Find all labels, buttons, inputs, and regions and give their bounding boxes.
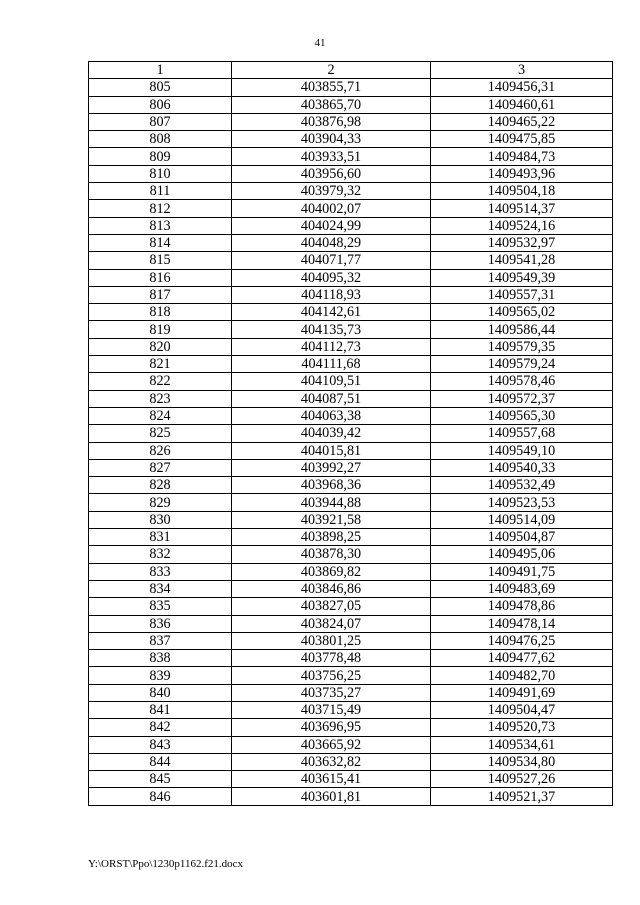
point-number-cell: 834 <box>89 580 232 597</box>
table-row <box>89 321 613 338</box>
table-row <box>89 667 613 684</box>
point-number-cell: 809 <box>89 148 232 165</box>
point-number-cell: 824 <box>89 407 232 424</box>
x-coordinate-cell: 403601,81 <box>232 788 431 805</box>
y-coordinate-cell: 1409482,70 <box>431 667 613 684</box>
y-coordinate-cell: 1409532,97 <box>431 234 613 251</box>
y-coordinate-cell: 1409477,62 <box>431 650 613 667</box>
x-coordinate-cell: 404039,42 <box>232 425 431 442</box>
point-number-cell: 840 <box>89 684 232 701</box>
x-coordinate-cell: 403665,92 <box>232 736 431 753</box>
y-coordinate-cell: 1409504,87 <box>431 529 613 546</box>
x-coordinate-cell: 404048,29 <box>232 234 431 251</box>
point-number-cell: 815 <box>89 252 232 269</box>
x-coordinate-cell: 403824,07 <box>232 615 431 632</box>
table-row <box>89 563 613 580</box>
x-coordinate-cell: 403933,51 <box>232 148 431 165</box>
table-row <box>89 632 613 649</box>
point-number-cell: 836 <box>89 615 232 632</box>
y-coordinate-cell: 1409586,44 <box>431 321 613 338</box>
x-coordinate-cell: 403865,70 <box>232 96 431 113</box>
x-coordinate-cell: 404002,07 <box>232 200 431 217</box>
point-number-cell: 832 <box>89 546 232 563</box>
table-row <box>89 356 613 373</box>
x-coordinate-cell: 403855,71 <box>232 79 431 96</box>
x-coordinate-cell: 403956,60 <box>232 165 431 182</box>
point-number-cell: 822 <box>89 373 232 390</box>
y-coordinate-cell: 1409491,75 <box>431 563 613 580</box>
y-coordinate-cell: 1409578,46 <box>431 373 613 390</box>
y-coordinate-cell: 1409476,25 <box>431 632 613 649</box>
y-coordinate-cell: 1409527,26 <box>431 771 613 788</box>
x-coordinate-cell: 404087,51 <box>232 390 431 407</box>
y-coordinate-cell: 1409495,06 <box>431 546 613 563</box>
table-row <box>89 598 613 615</box>
x-coordinate-cell: 404095,32 <box>232 269 431 286</box>
table-row <box>89 79 613 96</box>
point-number-cell: 843 <box>89 736 232 753</box>
point-number-cell: 826 <box>89 442 232 459</box>
point-number-cell: 842 <box>89 719 232 736</box>
point-number-cell: 821 <box>89 356 232 373</box>
y-coordinate-cell: 1409534,61 <box>431 736 613 753</box>
table-row <box>89 788 613 805</box>
x-coordinate-cell: 403801,25 <box>232 632 431 649</box>
y-coordinate-cell: 1409465,22 <box>431 113 613 130</box>
x-coordinate-cell: 403876,98 <box>232 113 431 130</box>
point-number-cell: 807 <box>89 113 232 130</box>
column-header-2: 2 <box>232 62 431 79</box>
x-coordinate-cell: 404118,93 <box>232 286 431 303</box>
point-number-cell: 817 <box>89 286 232 303</box>
table-row <box>89 580 613 597</box>
point-number-cell: 813 <box>89 217 232 234</box>
table-row <box>89 511 613 528</box>
y-coordinate-cell: 1409540,33 <box>431 459 613 476</box>
point-number-cell: 814 <box>89 234 232 251</box>
table-row <box>89 286 613 303</box>
x-coordinate-cell: 403904,33 <box>232 131 431 148</box>
point-number-cell: 833 <box>89 563 232 580</box>
y-coordinate-cell: 1409524,16 <box>431 217 613 234</box>
point-number-cell: 811 <box>89 183 232 200</box>
y-coordinate-cell: 1409456,31 <box>431 79 613 96</box>
y-coordinate-cell: 1409514,37 <box>431 200 613 217</box>
table-row <box>89 373 613 390</box>
y-coordinate-cell: 1409549,39 <box>431 269 613 286</box>
y-coordinate-cell: 1409565,02 <box>431 304 613 321</box>
x-coordinate-cell: 403715,49 <box>232 701 431 718</box>
y-coordinate-cell: 1409460,61 <box>431 96 613 113</box>
point-number-cell: 806 <box>89 96 232 113</box>
point-number-cell: 820 <box>89 338 232 355</box>
y-coordinate-cell: 1409493,96 <box>431 165 613 182</box>
point-number-cell: 829 <box>89 494 232 511</box>
point-number-cell: 838 <box>89 650 232 667</box>
point-number-cell: 823 <box>89 390 232 407</box>
y-coordinate-cell: 1409514,09 <box>431 511 613 528</box>
point-number-cell: 805 <box>89 79 232 96</box>
point-number-cell: 816 <box>89 269 232 286</box>
point-number-cell: 825 <box>89 425 232 442</box>
x-coordinate-cell: 403756,25 <box>232 667 431 684</box>
x-coordinate-cell: 403778,48 <box>232 650 431 667</box>
y-coordinate-cell: 1409557,68 <box>431 425 613 442</box>
x-coordinate-cell: 403968,36 <box>232 477 431 494</box>
x-coordinate-cell: 404142,61 <box>232 304 431 321</box>
x-coordinate-cell: 404109,51 <box>232 373 431 390</box>
table-row <box>89 701 613 718</box>
table-row <box>89 459 613 476</box>
y-coordinate-cell: 1409579,35 <box>431 338 613 355</box>
x-coordinate-cell: 403827,05 <box>232 598 431 615</box>
table-row <box>89 477 613 494</box>
y-coordinate-cell: 1409491,69 <box>431 684 613 701</box>
x-coordinate-cell: 403735,27 <box>232 684 431 701</box>
x-coordinate-cell: 403898,25 <box>232 529 431 546</box>
point-number-cell: 844 <box>89 753 232 770</box>
point-number-cell: 819 <box>89 321 232 338</box>
table-row <box>89 217 613 234</box>
x-coordinate-cell: 403632,82 <box>232 753 431 770</box>
table-row <box>89 96 613 113</box>
x-coordinate-cell: 403615,41 <box>232 771 431 788</box>
x-coordinate-cell: 403878,30 <box>232 546 431 563</box>
x-coordinate-cell: 404063,38 <box>232 407 431 424</box>
y-coordinate-cell: 1409504,47 <box>431 701 613 718</box>
y-coordinate-cell: 1409532,49 <box>431 477 613 494</box>
table-row <box>89 183 613 200</box>
column-header-3: 3 <box>431 62 613 79</box>
x-coordinate-cell: 403696,95 <box>232 719 431 736</box>
table-row <box>89 304 613 321</box>
x-coordinate-cell: 403921,58 <box>232 511 431 528</box>
table-row <box>89 234 613 251</box>
y-coordinate-cell: 1409579,24 <box>431 356 613 373</box>
table-row <box>89 200 613 217</box>
table-row <box>89 338 613 355</box>
x-coordinate-cell: 404015,81 <box>232 442 431 459</box>
table-body <box>89 79 613 805</box>
point-number-cell: 846 <box>89 788 232 805</box>
x-coordinate-cell: 404135,73 <box>232 321 431 338</box>
table-row <box>89 753 613 770</box>
table-row <box>89 684 613 701</box>
point-number-cell: 845 <box>89 771 232 788</box>
table-row <box>89 269 613 286</box>
y-coordinate-cell: 1409572,37 <box>431 390 613 407</box>
point-number-cell: 835 <box>89 598 232 615</box>
x-coordinate-cell: 404024,99 <box>232 217 431 234</box>
y-coordinate-cell: 1409520,73 <box>431 719 613 736</box>
table-row <box>89 165 613 182</box>
table-row <box>89 650 613 667</box>
table-row <box>89 494 613 511</box>
point-number-cell: 810 <box>89 165 232 182</box>
point-number-cell: 812 <box>89 200 232 217</box>
y-coordinate-cell: 1409478,14 <box>431 615 613 632</box>
y-coordinate-cell: 1409478,86 <box>431 598 613 615</box>
footer-file-path: Y:\ORST\Ppo\1230p1162.f21.docx <box>88 858 244 870</box>
table-row <box>89 736 613 753</box>
table-row <box>89 113 613 130</box>
point-number-cell: 827 <box>89 459 232 476</box>
table-row <box>89 407 613 424</box>
y-coordinate-cell: 1409483,69 <box>431 580 613 597</box>
column-header-1: 1 <box>89 62 232 79</box>
coordinates-table <box>88 61 613 806</box>
x-coordinate-cell: 403992,27 <box>232 459 431 476</box>
x-coordinate-cell: 404112,73 <box>232 338 431 355</box>
table-row <box>89 252 613 269</box>
table-row <box>89 390 613 407</box>
y-coordinate-cell: 1409523,53 <box>431 494 613 511</box>
x-coordinate-cell: 404071,77 <box>232 252 431 269</box>
point-number-cell: 808 <box>89 131 232 148</box>
x-coordinate-cell: 403979,32 <box>232 183 431 200</box>
y-coordinate-cell: 1409549,10 <box>431 442 613 459</box>
point-number-cell: 828 <box>89 477 232 494</box>
table-header-row <box>89 62 613 79</box>
table-row <box>89 615 613 632</box>
y-coordinate-cell: 1409565,30 <box>431 407 613 424</box>
point-number-cell: 841 <box>89 701 232 718</box>
table-row <box>89 719 613 736</box>
table-row <box>89 529 613 546</box>
point-number-cell: 830 <box>89 511 232 528</box>
point-number-cell: 831 <box>89 529 232 546</box>
point-number-cell: 818 <box>89 304 232 321</box>
point-number-cell: 837 <box>89 632 232 649</box>
y-coordinate-cell: 1409504,18 <box>431 183 613 200</box>
y-coordinate-cell: 1409484,73 <box>431 148 613 165</box>
y-coordinate-cell: 1409557,31 <box>431 286 613 303</box>
y-coordinate-cell: 1409541,28 <box>431 252 613 269</box>
table-row <box>89 546 613 563</box>
y-coordinate-cell: 1409521,37 <box>431 788 613 805</box>
table-row <box>89 425 613 442</box>
x-coordinate-cell: 403846,86 <box>232 580 431 597</box>
table-row <box>89 771 613 788</box>
page-number: 41 <box>314 37 326 49</box>
table-row <box>89 148 613 165</box>
y-coordinate-cell: 1409475,85 <box>431 131 613 148</box>
x-coordinate-cell: 403869,82 <box>232 563 431 580</box>
table-row <box>89 442 613 459</box>
x-coordinate-cell: 404111,68 <box>232 356 431 373</box>
point-number-cell: 839 <box>89 667 232 684</box>
table-row <box>89 131 613 148</box>
x-coordinate-cell: 403944,88 <box>232 494 431 511</box>
y-coordinate-cell: 1409534,80 <box>431 753 613 770</box>
